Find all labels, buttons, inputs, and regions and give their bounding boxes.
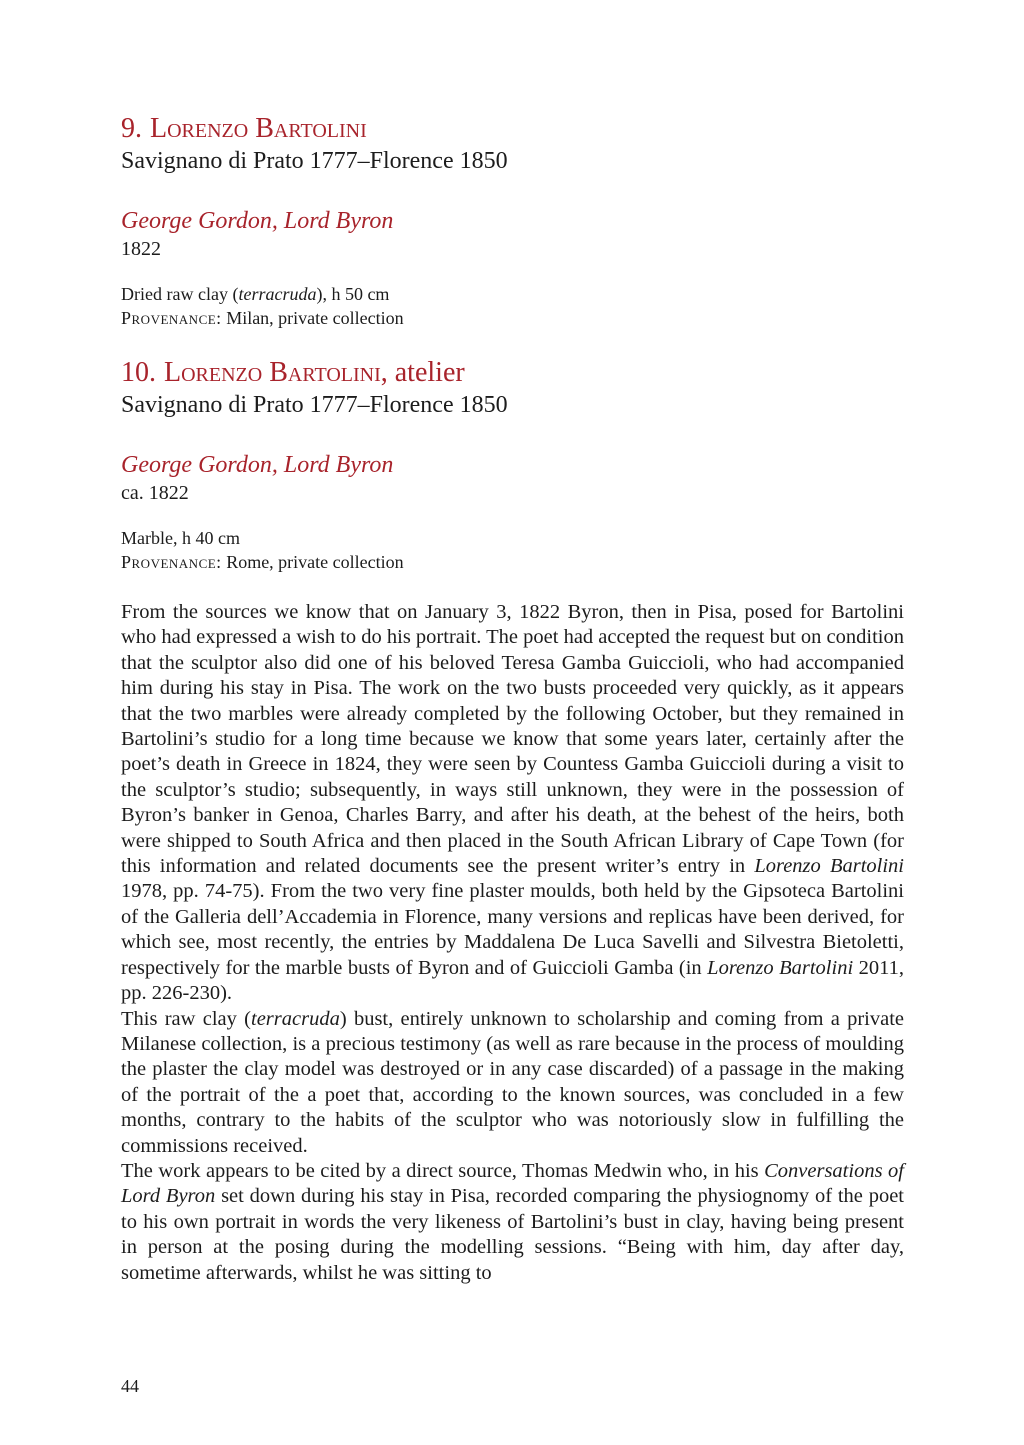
italic-citation: Conversations of Lord Byron — [121, 1159, 904, 1208]
artist-name: Lorenzo Bartolini — [164, 357, 381, 388]
entry-heading — [121, 112, 904, 146]
artist-name: Lorenzo Bartolini — [150, 113, 367, 144]
medium-prefix: Dried raw clay ( — [121, 284, 239, 304]
paragraph-text: This raw clay ( — [121, 1007, 252, 1030]
provenance-value: Milan, private collection — [221, 308, 404, 328]
work-medium: Marble, h 40 cm — [121, 528, 240, 548]
work-title: George Gordon, Lord Byron — [121, 208, 394, 234]
artist-life-dates: Savignano di Prato 1777–Florence 1850 — [121, 392, 508, 418]
paragraph-text: ) bust, entirely unknown to scholarship and coming from a private Milanese collection, is a precious testimony (as well as rare because in the process of moulding the plaster the clay model was destroyed or in any case discarded) of a passage in the making of the portrait of the a poet that, according to the known sources, was concluded in a few months, contrary to the habits of the sculptor who was notoriously slow in fulfilling the commissions received. — [121, 1007, 905, 1157]
entry-heading — [121, 356, 904, 390]
catalogue-entry-9 — [121, 112, 904, 330]
work-date: ca. 1822 — [121, 482, 189, 504]
essay-paragraph-1 — [121, 600, 904, 1007]
essay-paragraph-3 — [121, 1159, 904, 1286]
artist-suffix: , atelier — [380, 357, 465, 388]
provenance-label: Provenance: — [121, 552, 222, 572]
entry-number: 10. — [121, 357, 156, 388]
work-provenance — [121, 306, 904, 330]
italic-term: terracruda — [251, 1007, 340, 1030]
work-title: George Gordon, Lord Byron — [121, 452, 394, 478]
provenance-label: Provenance: — [121, 308, 222, 328]
work-date: 1822 — [121, 238, 161, 260]
medium-suffix: ), h 50 cm — [316, 284, 390, 304]
essay-body — [121, 600, 904, 1286]
page-number: 44 — [121, 1376, 139, 1396]
paragraph-text: 1978, pp. 74-75). From the two very fine plaster moulds, both held by the Gipsoteca Bartolini of the Galleria dell’Accademia in Florence, many versions and replicas have been derived, for which see, most recently, the entries by Maddalena De Luca Savelli and Silvestra Bietoletti, respectively for the marble busts of Byron and of Guiccioli Gamba (in — [121, 880, 904, 979]
italic-citation: Lorenzo Bartolini — [707, 956, 854, 979]
catalogue-entry-10 — [121, 356, 904, 574]
paragraph-text: The work appears to be cited by a direct source, Thomas Medwin who, in his — [121, 1159, 765, 1182]
work-provenance — [121, 550, 904, 574]
entry-number: 9. — [121, 113, 142, 144]
artist-life-dates: Savignano di Prato 1777–Florence 1850 — [121, 148, 508, 174]
provenance-value: Rome, private collection — [221, 552, 404, 572]
paragraph-text: set down during his stay in Pisa, recorded comparing the physiognomy of the poet to his own portrait in words the very likeness of Bartolini’s bust in clay, having being present in person at the posing during the modelling sessions. “Being with him, day after day, sometime afterwards, whilst he was sitting to — [121, 1185, 904, 1284]
work-medium — [121, 282, 904, 306]
medium-italic: terracruda — [238, 284, 317, 304]
paragraph-text: From the sources we know that on January 3, 1822 Byron, then in Pisa, posed for Bartolini who had expressed a wish to do his portrait. The poet had accepted the request but on condition that the sculptor also did one of his beloved Teresa Gamba Guiccioli, who had accompanied him during his stay in Pisa. The work on the two busts proceeded very quickly, as it appears that the two marbles were already completed by the following October, but they remained in Bartolini’s studio for a long time because we know that some years later, certainly after the poet’s death in Greece in 1824, they were seen by Countess Gamba Guiccioli during a visit to the sculptor’s studio; subsequently, in ways still unknown, they were in the possession of Byron’s banker in Genoa, Charles Barry, and after his death, at the behest of the heirs, both were shipped to South Africa and then placed in the South African Library of Cape Town (for this information and related documents see the present writer’s entry in — [121, 601, 904, 878]
paragraph-text: 2011, pp. 226-230). — [121, 956, 904, 1005]
italic-citation: Lorenzo Bartolini — [754, 855, 904, 878]
page-content — [121, 112, 904, 1286]
essay-paragraph-2 — [121, 1007, 904, 1159]
